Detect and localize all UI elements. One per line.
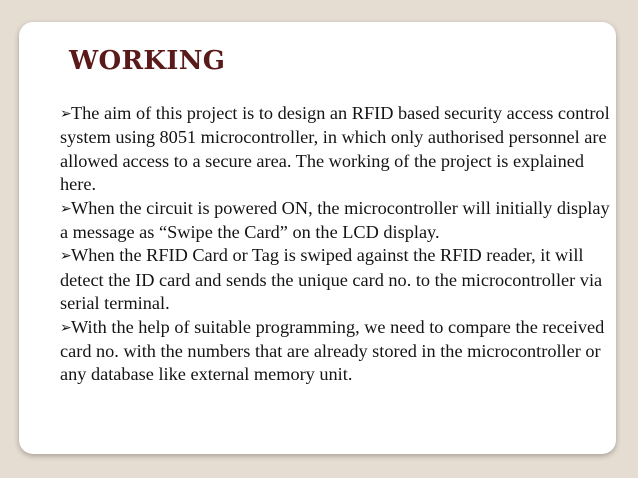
bullet-item (60, 197, 610, 245)
bullet-item (60, 244, 610, 315)
arrow-bullet-icon: ➢ (60, 107, 72, 122)
bullet-text: When the circuit is powered ON, the microcontroller will initially display a message as “Swipe the Card” on the LCD display. (60, 197, 610, 243)
slide-card (19, 22, 616, 454)
arrow-bullet-icon: ➢ (60, 320, 72, 336)
bullet-list (60, 102, 610, 387)
bullet-text: When the RFID Card or Tag is swiped against the RFID reader, it will detect the ID card and sends the unique card no. to the microcontroller via serial terminal. (60, 245, 603, 314)
bullet-item (60, 102, 610, 197)
bullet-item (60, 316, 610, 387)
arrow-bullet-icon: ➢ (60, 201, 72, 217)
bullet-text: The aim of this project is to design an RFID based security access control system using 8051 microcontroller, in which only authorised personnel are allowed access to a secure area. The working of the project is explained here. (60, 103, 610, 195)
slide-title: WORKING (69, 46, 226, 76)
bullet-text: With the help of suitable programming, we need to compare the received card no. with the numbers that are already stored in the microcontroller or any database like external memory unit. (60, 316, 605, 385)
arrow-bullet-icon: ➢ (60, 249, 72, 265)
